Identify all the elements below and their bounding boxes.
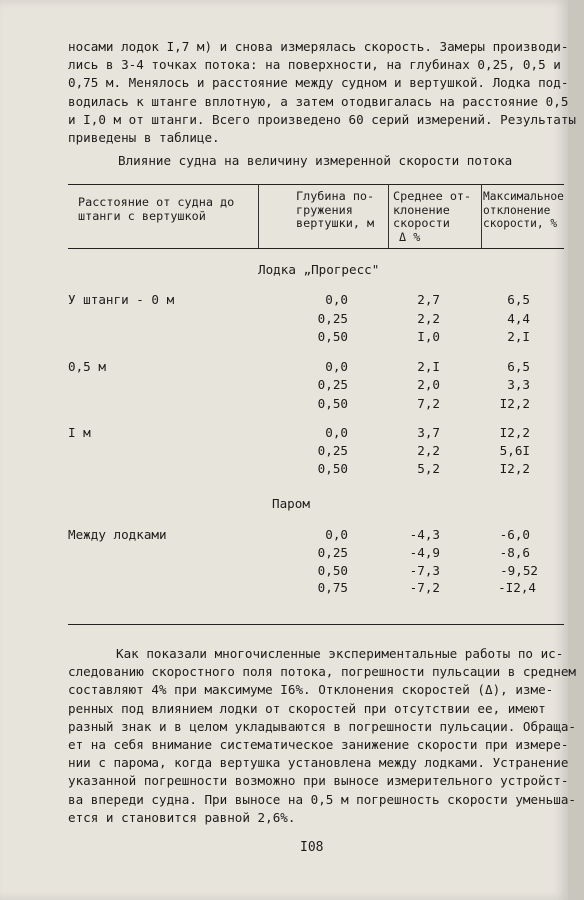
depth-value: 0,0 <box>325 527 348 542</box>
table-caption: Влияние судна на величину измеренной скорости потока <box>118 153 513 168</box>
max-deviation-value: 3,3 <box>507 377 530 392</box>
mean-deviation-value: 2,0 <box>417 377 440 392</box>
body-line: ренных под влиянием лодки от скоростей при отсутствии ее, имеют <box>68 700 546 716</box>
intro-line: 0,75 м. Менялось и расстояние между судном и вертушкой. Лодка под- <box>68 75 569 91</box>
depth-value: 0,75 <box>317 580 348 595</box>
column-divider <box>481 184 482 248</box>
group-title: Лодка „Прогресс" <box>258 262 380 277</box>
max-deviation-value: 4,4 <box>507 311 530 326</box>
max-deviation-value: 2,I <box>507 329 530 344</box>
mean-deviation-value: 2,7 <box>417 292 440 307</box>
max-deviation-value: -9,52 <box>500 563 538 578</box>
depth-value: 0,50 <box>317 396 348 411</box>
depth-value: 0,50 <box>317 461 348 476</box>
header-mean-deviation: Среднее от- клонение скорости Δ % <box>393 189 472 244</box>
row-label: I м <box>68 425 91 440</box>
max-deviation-value: I2,2 <box>499 396 530 411</box>
mean-deviation-value: 3,7 <box>417 425 440 440</box>
mean-deviation-value: 2,I <box>417 359 440 374</box>
mean-deviation-value: 7,2 <box>417 396 440 411</box>
depth-value: 0,0 <box>325 359 348 374</box>
body-line: Как показали многочисленные экспериментальные работы по ис- <box>116 646 564 661</box>
header-distance: Расстояние от судна до штанги с вертушкой <box>78 195 235 223</box>
intro-line: носами лодок I,7 м) и снова измерялась скорость. Замеры производи- <box>68 39 569 54</box>
body-line: ва впереди судна. При выносе на 0,5 м погрешность скорости уменьша- <box>68 791 576 807</box>
mean-deviation-value: -7,3 <box>409 563 440 578</box>
mean-deviation-value: 5,2 <box>417 461 440 476</box>
max-deviation-value: -8,6 <box>499 545 530 560</box>
intro-paragraph <box>68 38 576 147</box>
mean-deviation-value: -7,2 <box>409 580 440 595</box>
mean-deviation-value: 2,2 <box>417 311 440 326</box>
body-line: следованию скоростного поля потока, погрешности пульсации в среднем <box>68 664 576 680</box>
mean-deviation-value: -4,9 <box>409 545 440 560</box>
conclusion-paragraph <box>68 645 576 827</box>
mean-deviation-value: 2,2 <box>417 443 440 458</box>
header-bottom-rule <box>68 248 564 249</box>
depth-value: 0,25 <box>317 545 348 560</box>
max-deviation-value: 6,5 <box>507 292 530 307</box>
body-line: нии с парома, когда вертушка установлена между лодками. Устранение <box>68 755 569 771</box>
max-deviation-value: I2,2 <box>499 461 530 476</box>
intro-line: и I,0 м от штанги. Всего произведено 60 серий измерений. Результаты <box>68 111 576 127</box>
body-line: ется и становится равной 2,6%. <box>68 809 296 825</box>
body-line: составляют 4% при максимуме I6%. Отклонения скоростей (Δ), изме- <box>68 682 554 698</box>
depth-value: 0,50 <box>317 563 348 578</box>
depth-value: 0,25 <box>317 311 348 326</box>
max-deviation-value: -6,0 <box>499 527 530 542</box>
intro-line: водилась к штанге вплотную, а затем отодвигалась на расстояние 0,5 <box>68 93 569 109</box>
max-deviation-value: 6,5 <box>507 359 530 374</box>
depth-value: 0,25 <box>317 443 348 458</box>
depth-value: 0,50 <box>317 329 348 344</box>
header-depth: Глубина по- гружения вертушки, м <box>296 189 375 230</box>
max-deviation-value: -I2,4 <box>498 580 536 595</box>
max-deviation-value: I2,2 <box>499 425 530 440</box>
page-number: I08 <box>300 840 324 855</box>
row-label: 0,5 м <box>68 359 106 374</box>
intro-line: лись в 3-4 точках потока: на поверхности, на глубинах 0,25, 0,5 и <box>68 57 561 73</box>
mean-deviation-value: I,0 <box>417 329 440 344</box>
intro-line: приведены в таблице. <box>68 130 220 146</box>
body-line: ет на себя внимание систематическое занижение скорости при измере- <box>68 737 569 753</box>
body-line: разный знак и в целом укладываются в погрешности пульсации. Обраща- <box>68 718 576 734</box>
depth-value: 0,0 <box>325 425 348 440</box>
header-max-deviation: Максимальное отклонение скорости, % <box>483 190 564 230</box>
depth-value: 0,0 <box>325 292 348 307</box>
table-bottom-rule <box>68 624 564 625</box>
table-top-rule <box>68 184 564 185</box>
depth-value: 0,25 <box>317 377 348 392</box>
row-label: У штанги - 0 м <box>68 292 175 307</box>
mean-deviation-value: -4,3 <box>409 527 440 542</box>
max-deviation-value: 5,6I <box>499 443 530 458</box>
group-title: Паром <box>272 496 310 511</box>
row-label: Между лодками <box>68 527 167 542</box>
column-divider <box>388 184 389 248</box>
body-line: указанной погрешности возможно при выносе измерительного устройст- <box>68 773 569 789</box>
column-divider <box>258 184 259 248</box>
